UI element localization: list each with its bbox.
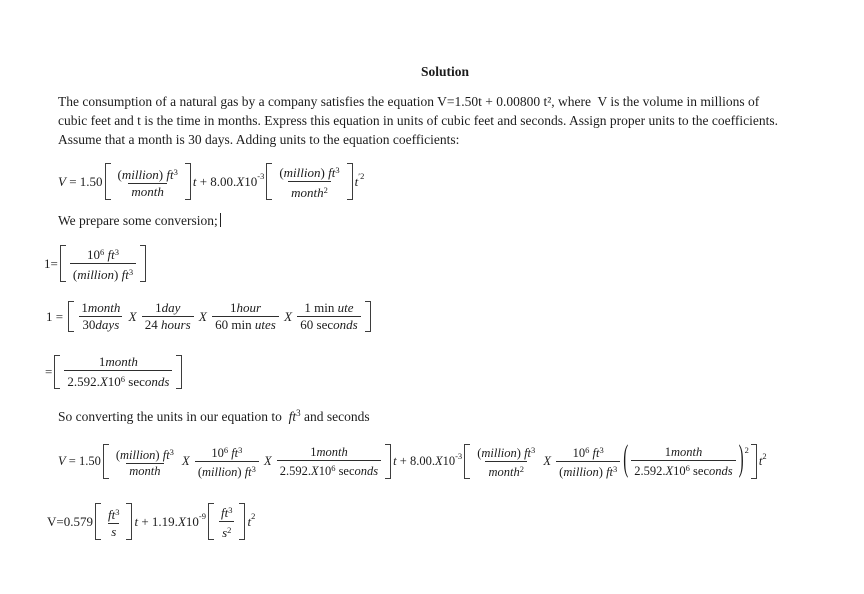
superscript: 2 <box>227 525 232 535</box>
math-text: ( <box>559 465 564 479</box>
math-text: onds <box>333 317 358 332</box>
math-text: ute <box>337 300 354 315</box>
math-text: 1 min <box>304 300 338 315</box>
denominator <box>70 263 136 283</box>
math-text: = 1.50 <box>65 454 101 468</box>
math-text: ( <box>279 165 284 180</box>
math-text: sec <box>335 463 355 478</box>
math-text: hour <box>236 300 261 315</box>
right-parenthesis: ) <box>738 440 744 480</box>
math-text: day <box>161 300 181 315</box>
superscript: 2 <box>744 445 749 455</box>
numerator <box>208 443 245 461</box>
superscript: -3 <box>257 170 265 181</box>
left-bracket <box>95 503 101 540</box>
left-bracket <box>464 444 470 479</box>
fraction <box>115 164 181 200</box>
math-text: ) <box>158 166 167 182</box>
left-bracket <box>266 163 272 200</box>
math-text: hours <box>161 317 191 332</box>
math-text: 1 <box>664 444 671 459</box>
numerator <box>662 445 706 460</box>
superscript: 2 <box>251 510 256 521</box>
math-text: + 1.19. <box>138 513 178 529</box>
fraction <box>142 300 194 333</box>
fraction <box>276 162 342 201</box>
math-text: t <box>134 513 139 529</box>
math-text: days <box>95 317 120 332</box>
math-text: ft <box>231 446 239 460</box>
math-text: onds <box>354 463 379 478</box>
math-text: = <box>45 364 53 379</box>
math-text: s <box>222 525 228 540</box>
superscript: 3 <box>335 165 340 175</box>
equation-final-result <box>47 502 255 541</box>
math-text: ( <box>115 447 120 462</box>
math-text: ft <box>107 506 116 522</box>
math-text: ) <box>320 165 329 180</box>
math-text: t <box>247 513 252 529</box>
denominator <box>212 316 279 333</box>
math-text: ft <box>606 465 614 479</box>
math-text: X <box>99 374 108 389</box>
superscript: 6 <box>585 445 590 455</box>
paragraph-line-3: Assume that a month is 30 days. Adding units to the equation coefficients: <box>58 132 460 147</box>
denominator <box>556 461 620 480</box>
math-text: month <box>670 444 703 459</box>
denominator <box>277 460 381 479</box>
math-text: X <box>260 454 275 468</box>
superscript: 2 <box>323 185 328 195</box>
right-bracket <box>347 163 353 200</box>
math-text: X <box>665 463 674 478</box>
math-text: X <box>280 308 296 324</box>
numerator <box>96 354 141 370</box>
math-text: 1 <box>81 300 88 315</box>
math-text: ) <box>598 465 607 479</box>
math-text: V <box>58 454 66 468</box>
converting-units-text <box>58 408 370 425</box>
equation-million-ft3-conversion <box>44 244 148 283</box>
superscript: 3 <box>251 464 256 474</box>
math-text: 2.592. <box>634 463 666 478</box>
math-text: 1 <box>98 354 106 369</box>
denominator <box>79 316 122 333</box>
math-text: + 8.00. <box>396 454 435 468</box>
math-text: 2.592. <box>67 374 100 389</box>
denominator <box>485 461 527 480</box>
right-bracket <box>751 444 757 479</box>
math-text: ft <box>328 165 336 180</box>
superscript: 3 <box>115 506 120 517</box>
math-text: ) <box>114 267 122 282</box>
numerator <box>474 443 538 461</box>
superscript: 6 <box>685 462 690 473</box>
math-text: So converting the units in our equation to <box>58 409 289 424</box>
numerator <box>276 162 342 181</box>
fraction <box>70 244 136 283</box>
math-text: ) <box>237 465 245 479</box>
right-bracket <box>176 355 182 389</box>
fraction <box>78 300 123 333</box>
numerator <box>105 504 122 523</box>
math-text: X <box>434 454 443 468</box>
math-text: onds <box>144 374 170 389</box>
superscript: 3 <box>173 166 178 177</box>
math-text: t <box>192 173 197 189</box>
equation-substituted-conversion <box>58 440 767 480</box>
math-text: V=0.579 <box>47 513 93 529</box>
paragraph-line-2: cubic feet and t is the time in months. Express this equation in units of cubic feet and seconds. Assign proper units to the coefficients. <box>58 113 778 128</box>
math-text: sec <box>689 463 709 478</box>
denominator <box>631 460 735 479</box>
numerator <box>218 502 235 521</box>
math-text: + 8.00. <box>196 173 237 189</box>
left-bracket <box>208 503 214 540</box>
numerator <box>301 300 356 316</box>
fraction <box>218 502 235 541</box>
fraction <box>212 300 279 333</box>
denominator <box>108 523 119 540</box>
math-text: ( <box>117 166 122 182</box>
math-text: utes <box>254 317 276 332</box>
math-text: 10 <box>442 454 456 468</box>
superscript: 3 <box>613 464 618 474</box>
superscript: 3 <box>128 267 134 277</box>
numerator <box>115 164 181 183</box>
fraction <box>195 443 259 480</box>
right-bracket <box>185 163 191 200</box>
math-text: ft <box>166 166 174 182</box>
math-text: = 1.50 <box>65 173 103 189</box>
math-text: X <box>236 173 245 189</box>
left-bracket <box>60 245 66 282</box>
math-text: 1 <box>229 300 237 315</box>
math-text: t <box>354 173 359 189</box>
numerator <box>570 443 607 461</box>
math-text: 10 <box>673 463 686 478</box>
math-text: month <box>316 444 348 459</box>
left-bracket <box>103 444 109 479</box>
math-text: ft <box>524 446 532 460</box>
math-text: 1= <box>44 255 58 271</box>
math-text: ft <box>107 247 115 262</box>
math-text: 24 <box>144 317 162 332</box>
numerator <box>227 300 264 316</box>
superscript: ′2 <box>358 170 365 181</box>
math-text: million <box>283 165 321 180</box>
superscript: -3 <box>455 450 463 461</box>
fraction <box>105 504 122 540</box>
math-text: 10 <box>572 446 586 460</box>
denominator <box>64 370 172 390</box>
right-bracket <box>385 444 391 479</box>
math-text: ft <box>592 446 600 460</box>
math-text: ) <box>155 447 163 462</box>
conversion-intro-label: We prepare some conversion; <box>58 213 218 228</box>
math-text: t <box>758 454 763 468</box>
superscript: 3 <box>531 445 536 455</box>
math-text: X <box>125 308 140 324</box>
numerator <box>307 445 351 460</box>
fraction <box>474 443 538 480</box>
numerator <box>152 300 183 316</box>
superscript: 3 <box>228 505 233 515</box>
math-text: 60 min <box>215 317 255 332</box>
math-text: month <box>291 185 324 200</box>
superscript: 2 <box>519 464 524 474</box>
math-text: V <box>58 173 66 189</box>
math-text: million <box>563 465 599 479</box>
superscript: -9 <box>198 510 206 521</box>
math-text: 1 = <box>46 308 67 324</box>
right-bracket <box>140 245 146 282</box>
right-bracket <box>239 503 245 540</box>
equation-month-day-hour-minute-conversion <box>46 300 373 333</box>
superscript: 3 <box>169 446 174 457</box>
math-text: million <box>481 446 517 460</box>
math-text: ( <box>72 267 78 282</box>
denominator <box>219 521 234 541</box>
math-text: million <box>121 166 159 182</box>
math-text: 10 <box>244 173 258 189</box>
numerator <box>84 244 122 263</box>
left-bracket <box>68 301 74 332</box>
denominator <box>128 183 167 200</box>
math-text: ft <box>121 267 129 282</box>
math-text: t <box>393 454 397 468</box>
math-text: ft <box>162 447 170 462</box>
superscript: 2 <box>762 450 767 461</box>
superscript: 6 <box>223 445 229 455</box>
numerator <box>113 445 177 463</box>
superscript: 6 <box>99 247 105 257</box>
fraction <box>631 445 735 479</box>
math-text: ( <box>477 446 482 460</box>
math-text: sec <box>125 374 145 389</box>
superscript: 3 <box>296 408 301 418</box>
fraction <box>556 443 620 480</box>
equation-month-to-seconds-result <box>45 354 184 390</box>
numerator <box>78 300 123 316</box>
math-text: month <box>87 300 121 315</box>
text-cursor <box>220 213 221 227</box>
document-title: Solution <box>420 64 470 79</box>
math-text: million <box>120 447 156 462</box>
math-text: 10 <box>86 247 100 262</box>
denominator <box>297 316 360 333</box>
math-text: onds <box>709 463 733 478</box>
math-text: s <box>111 523 117 539</box>
math-text: 10 <box>107 374 121 389</box>
math-text: X <box>195 308 211 324</box>
math-text: ft <box>288 409 297 424</box>
math-text: X <box>540 454 555 468</box>
math-text: million <box>201 465 238 479</box>
fraction <box>113 445 177 479</box>
right-bracket <box>365 301 371 332</box>
fraction <box>64 354 172 390</box>
equation-units-added <box>58 162 364 201</box>
fraction <box>277 445 381 479</box>
denominator <box>195 461 259 480</box>
math-text: month <box>131 183 164 199</box>
denominator <box>142 316 194 333</box>
math-text: 1 <box>310 444 317 459</box>
math-text: 30 <box>82 317 96 332</box>
math-text: ft <box>220 505 229 520</box>
math-text: month <box>488 465 520 479</box>
math-text: 2.592. <box>279 463 312 478</box>
math-text: X <box>311 463 319 478</box>
math-text: 1 <box>155 300 162 315</box>
math-text: 60 sec <box>300 317 334 332</box>
math-text: ) <box>516 446 525 460</box>
math-text: 10 <box>211 446 224 460</box>
math-text: 10 <box>318 463 332 478</box>
superscript: 6 <box>120 374 126 384</box>
denominator <box>126 463 163 479</box>
superscript: 3 <box>114 247 119 257</box>
math-text: month <box>129 463 161 478</box>
superscript: 6 <box>331 462 336 473</box>
right-bracket <box>126 503 132 540</box>
left-bracket <box>54 355 60 389</box>
left-parenthesis: ( <box>623 440 629 480</box>
math-text: X <box>178 454 193 468</box>
math-text: X <box>177 513 186 529</box>
superscript: 3 <box>599 445 604 455</box>
math-text: 10 <box>185 513 199 529</box>
denominator <box>288 181 331 201</box>
math-text: and seconds <box>300 409 370 424</box>
conversion-intro <box>58 213 221 229</box>
paragraph-line-1: The consumption of a natural gas by a company satisfies the equation V=1.50t + 0.00800 t², where V is the volume in millions of <box>58 94 760 109</box>
math-text: month <box>105 354 138 369</box>
math-text: ft <box>244 465 252 479</box>
problem-statement <box>58 92 778 149</box>
math-text: ( <box>197 465 202 479</box>
left-bracket <box>105 163 111 200</box>
fraction <box>297 300 360 333</box>
math-text: million <box>77 267 115 282</box>
superscript: 3 <box>238 445 243 455</box>
